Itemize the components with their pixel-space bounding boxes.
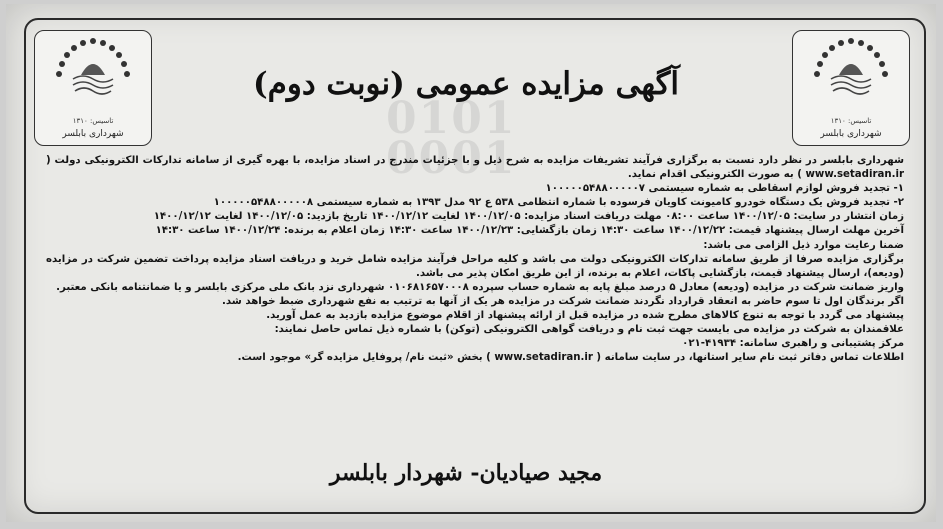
logo-caption: شهرداری بابلسر: [62, 129, 124, 139]
signature: مجید صیادیان- شهردار بابلسر: [329, 460, 603, 486]
publish-dates: زمان انتشار در سایت: ۱۴۰۰/۱۲/۰۵ ساعت ۰۸:۰۰ مهلت دریافت اسناد مزایده: ۱۴۰۰/۱۲/۰۵ لغایت ۱۴۰۰/۱۲/۱۲ تاریخ بازدید: ۱۴۰۰/۱۲/۰۵ لغایت ۱۴۰۰/۱۲/۱۲: [153, 211, 904, 223]
registration-note: علاقمندان به شرکت در مزایده می بایست جهت ثبت نام و دریافت گواهی الکترونیکی (توکن) با شماره ذیل تماس حاصل نمایند:: [274, 324, 904, 336]
notice-body: [46, 154, 904, 365]
logo-year: تاسیس: ۱۳۱۰: [830, 117, 872, 125]
stamp-watermark: 0101 0001: [386, 93, 517, 184]
item-2: ۲- تجدید فروش یک دستگاه خودرو کامیونت کاویان فرسوده با شماره انتظامی ۵۳۸ ع ۹۲ مدل ۱۳۹۳ به شماره سیستمی ۱۰۰۰۰۰۵۴۸۸۰۰۰۰۰۸: [213, 197, 904, 209]
logo-year: تاسیس: ۱۳۱۰: [72, 117, 114, 125]
babolsar-emblem-icon: [53, 35, 133, 107]
requirement-deposit: واریز ضمانت شرکت در مزایده (ودیعه) معادل ۵ درصد مبلغ پایه به شماره حساب سپرده ۰۱۰۶۸۱۶۵۷۰۰۰۸ شهرداری نزد بانک ملی مرکزی بابلسر و یا ضمانتنامه بانکی معتبر.: [56, 281, 904, 293]
requirement-electronic: برگزاری مزایده صرفا از طریق سامانه تدارکات الکترونیکی دولت می باشد و کلیه مراحل فرآیند مزایده شامل خرید و دریافت اسناد مزایده پرداخت تضمین شرکت در مزایده (ودیعه)، ارسال پیشنهاد قیمت، بازگشایی پاکات، اعلام به برنده، از این طریق امکان پذیر می باشد.: [46, 253, 904, 279]
item-1: ۱- تجدید فروش لوازم اسقاطی به شماره سیستمی ۱۰۰۰۰۰۵۴۸۸۰۰۰۰۰۷: [545, 183, 904, 195]
contact-info: اطلاعات تماس دفاتر ثبت نام سایر استانها، در سایت سامانه ( www.setadiran.ir ) بخش «ثبت نام/ پروفایل مزایده گر» موجود است.: [237, 352, 904, 364]
requirements-heading: ضمنا رعایت موارد ذیل الزامی می باشد:: [703, 239, 904, 251]
deadline-dates: آخرین مهلت ارسال پیشنهاد قیمت: ۱۴۰۰/۱۲/۲۲ ساعت ۱۴:۳۰ زمان بازگشایی: ۱۴۰۰/۱۲/۲۳ ساعت ۱۴:۳۰ زمان اعلام به برنده: ۱۴۰۰/۱۲/۲۴ ساعت ۱۴:۳۰: [155, 225, 904, 237]
requirement-winners: اگر برندگان اول تا سوم حاضر به انعقاد قرارداد نگردند ضمانت شرکت در مزایده هر یک از آنها به ترتیب به نفع شهرداری ضبط خواهد شد.: [222, 295, 904, 307]
intro-paragraph: شهرداری بابلسر در نظر دارد نسبت به برگزاری فرآیند تشریفات مزایده به شرح ذیل و با جزئیات مندرج در اسناد مزایده، با بهره گیری از سامانه تدارکات الکترونیکی دولت ( www.setadiran.ir ) به صورت الکترونیکی اقدام نماید.: [46, 155, 904, 181]
babolsar-emblem-icon: [811, 35, 891, 107]
notice-title: آگهی مزایده عمومی (نوبت دوم): [252, 66, 680, 102]
municipality-logo-right: [792, 30, 910, 146]
newspaper-sheet: [6, 4, 936, 522]
logo-caption: شهرداری بابلسر: [820, 129, 882, 139]
municipality-logo-left: [34, 30, 152, 146]
requirement-visit: پیشنهاد می گردد با توجه به تنوع کالاهای مطرح شده در مزایده قبل از ارائه پیشنهاد از اقلام موضوع مزایده بازدید به عمل آورید.: [266, 310, 904, 322]
support-center: مرکز پشتیبانی و راهبری سامانه: ۴۱۹۳۴-۰۲۱: [682, 338, 904, 350]
